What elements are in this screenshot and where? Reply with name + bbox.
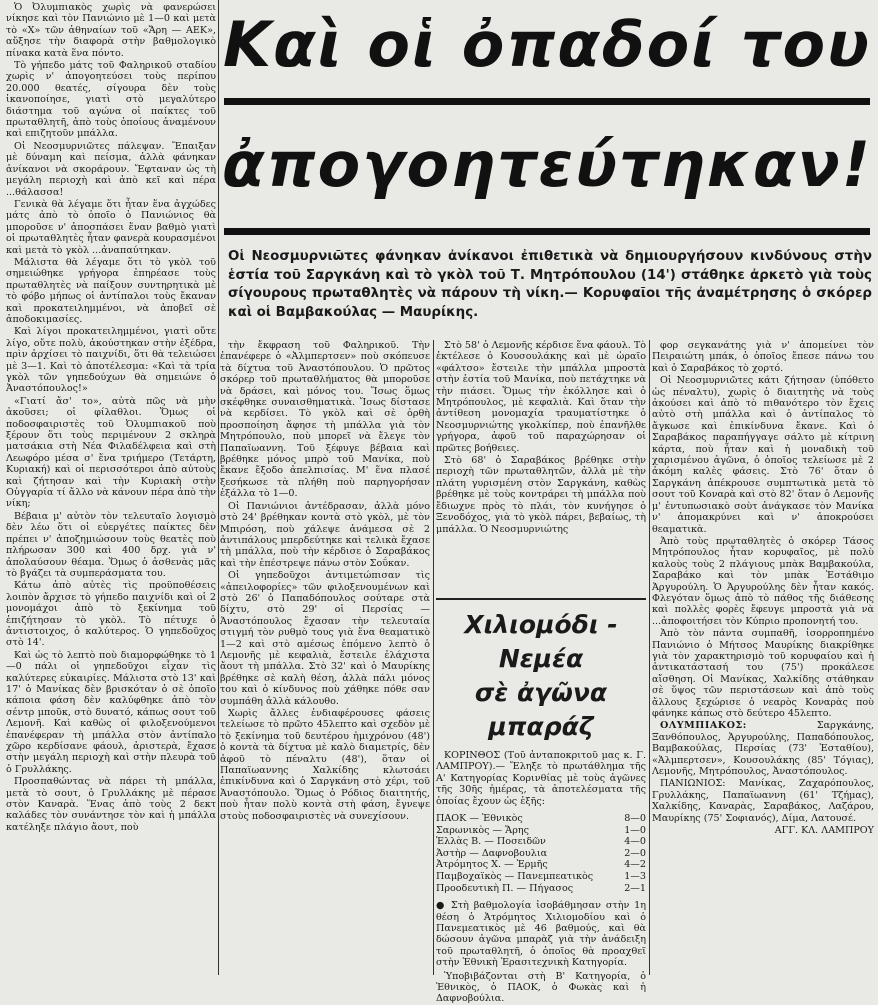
paragraph: Ἀπὸ τὸν πάντα συμπαθῆ, ἰσορροπημένο Πανιώνιο ὁ Μήτσος Μαυρίκης διακρίθηκε γιὰ τὸν χαρακτηρισμὸ τοῦ κορυφαίου καὶ ἡ ἀντικατάστασή του (75') προκάλεσε αἴσθηση. Οἱ Μανίκας, Χαλκίδης στάθηκαν σὲ ὕψος τῶν περιστάσεων καὶ ἀπὸ τοὺς ἄλλους ξεχώρισε ὁ νεαρὸς Κοναρὰς ποὺ φάνηκε κάπως στὸ δεύτερο 45λεπτο. xyxy=(652,628,874,719)
result-score: 4—0 xyxy=(624,836,646,848)
paragraph: «Γιατί ἄσ' το», αὐτὰ πῶς νὰ μὴν ἀκοῦσει; οἱ φίλαθλοι. Ὅμως οἱ ποδοσφαιριστὲς τοῦ Ὀλυμπιακοῦ ποὺ ξέρουν ὅτι τοὺς περιμένουν 2 σκληρὰ ματσάκια στὴ Νέα Φιλαδέλφεια καὶ στὴ Λεωφόρο μέσα σ' ἕνα τριήμερο (Τετάρτη, Κυριακή) καὶ οἱ περισσότεροι ἀπὸ αὐτοὺς καὶ ζήτησαν καὶ τὴν Κυριακὴ στὴν Οὐγγαρία τί ἄλλο νὰ κάνουν πέρα ἀπὸ τὴν νίκη; xyxy=(6,395,216,510)
headline-line-1: Καὶ οἱ ὀπαδοί του xyxy=(223,8,871,81)
results-list xyxy=(436,813,646,894)
paragraph: φορ σεγκανάτης γιὰ ν' ἀπομείνει τὸν Πειραιώτη μπάκ, ὁ ὁποῖος ἔπεσε πάνω του καὶ ὁ Σαραβάκος τὸ χορτό. xyxy=(652,340,874,374)
box-lead: ΚΟΡΙΝΘΟΣ (Τοῦ ἀνταποκριτοῦ μας κ. Γ. ΛΑΜΠΡΟΥ).— Ἔληξε τὸ πρωτάθλημα τῆς Α' Κατηγορίας Κορινθίας μὲ τοὺς ἀγῶνες τῆς 30ῆς ἡμέρας, τὰ ἀποτελέσματα τῆς ὁποίας ἔχουν ὡς ἑξῆς: xyxy=(436,750,646,807)
result-match: Προοδευτικὴ Π. — Πήγασος xyxy=(436,882,574,894)
paragraph: Μάλιστα θὰ λέγαμε ὅτι τὸ γκὸλ τοῦ σημειώθηκε γρήγορα ἐπηρέασε τοὺς πρωταθλητὲς νὰ παίξουν συντηρητικὰ μὲ τὸ φόβο μήπως οἱ ἀντίπαλοι τοὺς ἔκαναν καὶ προκατειλημμένοι, νὰ ἀποβεῖ σὲ ἀποδοκιμασίες. xyxy=(6,256,216,325)
column-divider xyxy=(649,340,650,975)
paragraph: Οἱ Πανιώνιοι ἀντέδρασαν, ἀλλὰ μόνο στὸ 24' βρέθηκαν κοντὰ στὸ γκὸλ, μὲ τὸν Μπιρόση, ποὺ χάλεψε ἀνάμεσα σὲ 2 ἀντιπάλους μπερδεύτηκε καὶ τελικὰ ἔχασε τὴ μπάλλα, ποὺ τὴν κέρδισε ὁ Σαραβάκος καὶ τὴν ἐπέστρεψε πάνω στὸν Σοΰκαν. xyxy=(220,500,430,569)
result-row xyxy=(436,883,646,895)
column-divider xyxy=(433,340,434,975)
paragraph: Κάτω ἀπὸ αὐτὲς τὶς προϋποθέσεις λοιπὸν ἄρχισε τὸ γήπεδο παιχνίδι καὶ οἱ 2 μονομάχοι ἀπὸ τὸ ξεκίνημα τοῦ ἐπιζήτησαν τὸ γκὸλ. Τὸ πέτυχε ὁ ἀντιστοιχος, ὁ καλύτερος. Ὁ γηπεδοῦχος στὸ 14'. xyxy=(6,580,216,649)
paragraph: Τὸ γήπεδο μάτς τοῦ Φαληρικοῦ σταδίου χωρὶς ν' ἀπογοητεύσει τοὺς περίπου 20.000 θεατές, σίγουρα δὲν τοὺς ἱκανοποίησε, γιατὶ στὸ μεγαλύτερο διάστημα τοῦ αγώνα οἱ παίκτες τοῦ πρωταθλητῆ, ἀπὸ τοὺς ὁποίους ἀναμένουν καὶ επιζητοῦν μπάλλα. xyxy=(6,60,216,140)
paragraph: Οἱ Νεοσμυρνιῶτες πάλεψαν. Ἔπαιξαν μὲ δύναμη καὶ πείσμα, ἀλλὰ φάνηκαν ἀνίκανοι νὰ σκοράρουν. Ἔφταναν ὡς τὴ μεγάλη περιοχὴ καὶ ἀπὸ κεῖ καὶ πέρα ...θάλασσα! xyxy=(6,140,216,198)
result-match: Ἑλλὰς Β. — Ποσειδῶν xyxy=(436,836,546,848)
result-score: 1—3 xyxy=(624,871,646,882)
lineup-olympiakos xyxy=(652,720,874,777)
paragraph: τὴν ἔκφραση τοῦ Φαληρικοῦ. Τὴν ἐπανέφερε ὁ «Ἀλμπερτσεν» ποὺ σκόπευσε τὰ δίχτυα τοῦ Ἀναστόπουλου. Ὁ πρῶτος σκόρερ τοῦ πρωταθλήματος θὰ μποροῦσε νὰ δράσει, καὶ μόνος του. Ἴσως ὅμως σκέφθηκε συναισθηματικὰ. Ἴσως δίστασε νὰ κερδίσει. Τὸ γκὸλ καὶ σὲ ὀρθὴ προσποίηση ἄφησε τὴ μπάλλα γιὰ τὸν Μητρόπουλο, ποὺ μπορεῖ νὰ ἔλεγε τὸν Παπαϊωαννη. Τοῦ ξέφυγε βέβαια καὶ βρέθηκε μόνος μπρὸ τοῦ Μανίκα, ποὺ ἔκανε ἔξοδο ἀπελπισίας. Μ' ἕνα πλασέ ξεσήκωσε τὰ πλήθη ποὺ παρηγορήσαν ἐξάλλα τὸ 1—0. xyxy=(220,340,430,500)
headline-rule-top xyxy=(224,98,870,105)
lineup-olympiakos-text: Σαργκάνης, Ξανθόπουλος, Ἀργυρούλης, Παπαδόπουλος, Βαμβακούλας, Περσίας (73' Ἐσταθίου), «Ἀλμπερτσεν», Κουσουλάκης (85' Τόγιας), Λεμονῆς, Μητρόπουλος, Ἀναστόπουλος. xyxy=(652,720,874,778)
paragraph: Προσπαθώντας νὰ πάρει τὴ μπάλλα, μετὰ τὸ σουτ, ὁ Γρυλλάκης μὲ πέρασε στὸν Καναρὰ. Ἕνας ἀπὸ τοὺς 2 δεκτ καλάδες τὸν συνάντησε τὸν καὶ ἡ μπάλλα κατέληξε πλάγιο ἄουτ, ποὺ xyxy=(6,776,216,833)
result-score: 8—0 xyxy=(624,813,646,825)
headline-rule-bottom xyxy=(224,228,870,235)
paragraph: Χωρὶς ἄλλες ἐνδιαφέρουσες φάσεις τελείωσε τὸ πρῶτο 45λεπτο καὶ σχεδὸν μὲ τὸ ξεκίνημα τοῦ δευτέρου ἡμιχρόνου (48') ὁ κοντὰ τὰ δίχτυα μὲ καλὸ διαμετρίς, δὲν ἀφοῦ τὸ πέναλτυ (48'), ὅταν οἱ Παπαϊωαννης Χαλκίδης κλωτσάει ἐπικίνδυνα καὶ ὁ Σαργκάνη στὸ χέρι, τοῦ Ἀναστόπουλο. Ὅμως ὁ Ρόδιος διαιτητής, ποὺ ἦταν πολὺ κοντὰ στὴ φάση, ἔγνεψε στοὺς ποδοσφαιριστὲς νὰ συνεχίσουν. xyxy=(220,708,430,822)
article-column-4 xyxy=(652,340,874,972)
result-row xyxy=(436,871,646,883)
author-signature: ΑΓΓ. ΚΛ. ΛΑΜΠΡΟΥ xyxy=(774,825,874,837)
paragraph: Καὶ ὡς τὸ λεπτὸ ποὺ διαμορφώθηκε τὸ 1—0 πάλι οἱ γηπεδοῦχοι εἶχαν τὶς καλύτερες εὐκαιρίες. Μάλιστα στὸ 13' καὶ 17' ὁ Μανίκας δὲν βρισκόταν ὁ σὲ ὁποῖο κάποια φάση δὲν καλύφθηκε ἀπὸ τὸν σέντρ μποῦκ, στὸ δυνατό, κάπως σουτ τοῦ Λεμονῆ. Καὶ καθὼς οἱ φιλοξενούμενοι ἐπανέφεραν τὴ μπάλλα στὸν ἀντίπαλο χῶρο κερδίσανε φάουλ, ἀριστερὰ, ἔχασε στὴν μεγάλη περιοχὴ καὶ στὴν πλευρὰ τοῦ ὁ Γρυλλάκης. xyxy=(6,649,216,775)
result-row xyxy=(436,813,646,825)
result-row xyxy=(436,859,646,871)
paragraph: Ἀπὸ τοὺς πρωταθλητὲς ὁ σκόρερ Τάσος Μητρόπουλος ἦταν κορυφαῖος, μὲ πολὺ καλοὺς τοὺς 2 πλάγιους μπὰκ Βαμβακούλα, Σαραβάκο καὶ τὸν μπὰκ Ἐστάθιμο Ἀργυρούλη. Ὁ Ἀργυρούλης δὲν ἦταν κακός. Φλεγόταν ὅμως ἀπὸ τὸ πάθος τῆς διάθεσης καὶ πολλὲς φορὲς ἔφευγε μπροστὰ γιὰ νὰ ...ἀποφοιτήσει τὸν Κύπριο προπονητή του. xyxy=(652,535,874,627)
paragraph: Στὸ 68' ὁ Σαραβάκος βρέθηκε στὴν περιοχὴ τῶν πρωταθλητῶν, ἀλλὰ μὲ τὴν πλάτη γυρισμένη στὸν Σαργκάνη, καθὼς βρέθηκε μὲ τοὺς κοντράρει τὴ μπάλλα ποὺ ἔδιωχνε πρὸς τὸ πλάι, τὸν κυνήγησε ὁ Ξενοδόχος, γιὰ τὸ γκὸλ πάρει, βεβαίως, τὴ μπάλλα. Ὁ Νεοσμυρνιώτης xyxy=(436,455,646,535)
paragraph: Στὸ 58' ὁ Λεμονῆς κέρδισε ἕνα φάουλ. Τὸ ἐκτέλεσε ὁ Κουσουλάκης καὶ μὲ ὡραῖο «φάλτσο» ἔστειλε τὴν μπάλλα μπροστὰ στὴν ἑστία τοῦ Μανίκα, ποὺ πετάχτηκε νὰ τὴν πιάσει. Ὅμως τὴν ἐκόλλησε καὶ ὁ Μητρόπουλος, μὲ κεφαλιὰ. Καὶ ὅταν τὴν ἀντίθεση μονομαχία τραυματίστηκε ὁ Νεοσμυρνιώτης γκολκίπερ, ποὺ ἐπανῆλθε γρήγορα, ἀφοῦ τοῦ παραχώρησαν οἱ πρῶτες βοήθειες. xyxy=(436,340,646,454)
result-score: 4—2 xyxy=(624,859,646,871)
article-column-3 xyxy=(436,340,646,590)
result-score: 2—1 xyxy=(624,882,646,894)
box-title xyxy=(436,608,646,744)
paragraph: Γενικὰ θὰ λέγαμε ὅτι ἦταν ἕνα ἀγχώδες μάτς ἀπὸ τὸ ὁποῖο ὁ Πανιώνιος θὰ μποροῦσε ν' ἀποσπάσει ἕναν βαθμὸ γιατὶ οἱ πρωταθλητὲς ἦταν φανερὰ κουρασμένοι καὶ μετὰ τὸ γκὸλ ...ἀναπαύτηκαν. xyxy=(6,198,216,256)
sidebar-news-box xyxy=(436,598,646,1005)
box-title-line-2: σὲ ἀγῶνα μπαράζ xyxy=(474,678,608,741)
result-match: Ἀστὴρ — Δαφνοβουλια xyxy=(436,847,548,859)
headline-line-2: ἀπογοητεύτηκαν! xyxy=(222,128,872,201)
paragraph: Βέβαια μ' αὐτὸν τὸν τελευταῖο λογισμὸ δὲν λέω ὅτι οἱ εὐεργέτες παίκτες δὲν πρέπει ν' ἀποζημιώσουν τοὺς θεατὲς ποὺ πλήρωσαν 300 καὶ 400 δρχ. γιὰ ν' ἀπολαύσουν θέαμα. Ὅμως ὁ ἀσθενὰς μᾶς τὸ βγάζει τὰ συμπεράσματα του. xyxy=(6,510,216,579)
result-match: ΠΑΟΚ — Ἐθνικὸς xyxy=(436,813,523,825)
box-title-line-1: Χιλιομόδι - Νεμέα xyxy=(464,610,618,673)
article-column-1 xyxy=(6,2,216,972)
result-score: 2—0 xyxy=(624,847,646,859)
column-divider xyxy=(218,0,219,975)
box-note: ● Στὴ βαθμολογία ἰσοβάθμησαν στὴν 1η θέση ὁ Ἀτρόμητος Χιλιομοδίου καὶ ὁ Πανεμεατικὸς μὲ 46 βαθμούς, καὶ θὰ δώσουν ἀγῶνα μπαρὰζ γιὰ τὴν ἀνάδειξη τοῦ πρωταθλητῆ, ὁ ὁποῖος θὰ προαχθεῖ στὴν Ἐθνικὴ Ἐρασιτεχνικὴ Κατηγορία. xyxy=(436,900,646,969)
result-row xyxy=(436,836,646,848)
paragraph: Καὶ λίγοι προκατειλημμένοι, γιατὶ οὔτε λίγο, οὔτε πολὺ, ἀκούστηκαν στὴν ἐξέδρα, πρὶν ἀρχίσει τὸ παιχνίδι, ὅτι θὰ τελειώσει μὲ 3—1. Καὶ τὸ ἀποτέλεσμα: «Καὶ τὰ τρία γκὸλ τῶν γηπεδούχων θὰ σημειώνε ὁ Ἀναστόπουλος!» xyxy=(6,326,216,395)
result-match: Παμβοχαϊκὸς — Πανεμπεατικὸς xyxy=(436,871,594,882)
lineup-title: ΟΛΥΜΠΙΑΚΟΣ: xyxy=(660,720,747,732)
result-score: 1—0 xyxy=(624,824,646,836)
result-row xyxy=(436,825,646,837)
result-row xyxy=(436,848,646,860)
result-match: Σαρωνικὸς — Ἄρης xyxy=(436,824,529,836)
result-match: Ἀτρόμητος Χ. — Ἑρμῆς xyxy=(436,859,548,871)
paragraph: Οἱ Νεοσμυρνιῶτες κάτι ζήτησαν (ὑπόθετο ὡς πέναλτυ), χωρὶς ὁ διαιτητὴς νὰ τοὺς ἀκούσει καὶ ἀπὸ τὸ πιθανότερο τὸν ἔχεις αὐτὸ στὴ μπάλλα καὶ ὁ ἀντίπαλος τὸ ἄγκωσε καὶ ἐπικίνδυνα ἔκανε. Καὶ ὁ Σαραβάκος παραπήγγαγε σάλτο μὲ κίτρινη κάρτα, ποὺ ἦταν καὶ ἡ μοναδικὴ τοῦ χαρισμένου ἀγῶνα, ὁ ὁποῖος τελείωσε μὲ 2 ἀκόμη καλὲς φάσεις. Στὸ 76' ὅταν ὁ Σαργκάνη ἀπέκρουσε συμπτωτικὰ μετὰ τὸ σουτ τοῦ Κοναρὰ καὶ στὸ 82' ὅταν ὁ Λεμονῆς μ' ἐντυπωσιακὸ σοὺτ ἀνάγκασε τὸν Μανίκα ν' ἀπομακρύνει καὶ ν' ἀποκρούσει θεαματικὰ. xyxy=(652,375,874,535)
paragraph: Ὁ Ὀλυμπιακὸς χωρὶς νὰ φανερώσει νίκησε καὶ τὸν Πανιώνιο μὲ 1—0 καὶ μετὰ τὸ «Χ» τῶν ἀθηναίων τοῦ «Ἄρη — ΑΕΚ», αὔξησε τὴν διαφορὰ στὴν βαθμολογικὸ πίνακα κατὰ ἕνα πόντο. xyxy=(6,2,216,59)
article-column-2 xyxy=(220,340,430,972)
paragraph: Οἱ γηπεδοῦχοι ἀντιμετώπισαν τὶς «ἀπειλοφορίες» τῶν φιλοξενουμένων καὶ στὸ 26' ὁ Παπαδόπουλος σούταρε στὰ δίχτυ, στὸ 29' οἱ Περσίας — Ἀναστόπουλος ἔχασαν τὴν τελευταία στιγμή τὸν ρυθμὸ τους γιὰ ἕνα θεαματικὸ 1—2 καὶ στὸ αμέσως ἑπόμενο λεπτὸ ὁ Λεμονῆς μὲ κεφαλιὰ, ἔστειλε ἐλάχιστα ἄουτ τὴ μπάλλα. Στὸ 32' καὶ ὁ Μαυρίκης βρέθηκε σὲ καλὴ θέση, ἀλλὰ πάλι μόνος του καὶ ὁ κίνδυνος ποὺ χάθηκε πόθε σαν συμπάθη ἀλλὰ κάλουθο. xyxy=(220,570,430,707)
lineup-panionios: ΠΑΝΙΩΝΙΟΣ: Μανίκας, Ζαχαρόπουλος, Γρυλλάκης, Παπαϊωαννη (61' Τζήμας), Χαλκίδης, Καναρὰς, Σαραβάκος, Λαζάρου, Μαυρίκης (75' Σοφιανός), Δίμα, Λατουσέ. xyxy=(652,778,874,824)
article-deck: Οἱ Νεοσμυρνιῶτες φάνηκαν ἀνίκανοι ἐπιθετικὰ νὰ δημιουργήσουν κινδύνους στὴν ἑστία τοῦ Σαργκάνη καὶ τὸ γκὸλ τοῦ Τ. Μητρόπουλου (14') στάθηκε ἀρκετὸ γιὰ τοὺς σίγουρους πρωταθλητὲς νὰ πάρουν τὴ νίκη.— Κορυφαῖοι τῆς ἀναμέτρησης ὁ σκόρερ καὶ οἱ Βαμβακούλας — Μαυρίκης. xyxy=(228,249,872,320)
box-note-relegation: Ὑποβιβάζονται στὴ Β' Κατηγορία, ὁ Ἐθνικὸς, ὁ ΠΑΟΚ, ὁ Φωκὰς καὶ ἡ Δαφνοβούλια. xyxy=(436,970,646,1005)
